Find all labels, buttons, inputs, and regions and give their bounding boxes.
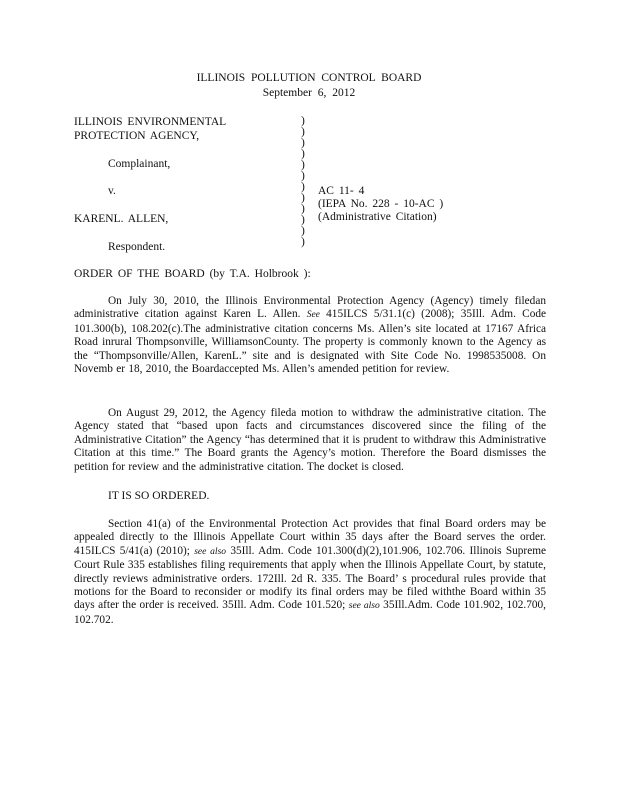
case-type: (Administrative Citation) [318, 211, 437, 223]
paragraph-appeal-rights [74, 518, 546, 627]
caption-divider: ) ) ) ) ) ) ) ) ) ) ) ) [301, 115, 305, 248]
p3-see-also-signal-2: see also [348, 601, 380, 612]
iepa-number: (IEPA No. 228 - 10-AC ) [318, 198, 444, 210]
p3-see-also-signal-1: see also [194, 546, 227, 557]
respondent-role: Respondent. [108, 241, 166, 253]
complainant-role: Complainant, [108, 158, 171, 170]
p3-text-b: 35Ill. Adm. Code 101.300(d)(2),101.906, 102.706. Illinois Supreme Court Rule 335 establishes filing requirements that apply when the Illinois Appellate Court, by statute, directly reviews administrative orders. 172Ill. 2d R. 335. The Board’ s procedural rules provide that motions for the Board to reconsider or modify its final orders may be filed withthe Board within 35 days after the order is received. 35Ill. Adm. Code 101.520; [74, 544, 547, 612]
p1-text-b: 415ILCS 5/31.1(c) (2008); 35Ill. Adm. Code 101.300(b), 108.202(c).The administrative citation concerns Ms. Allen’s site located at 17167 Africa Road inrural Thompsonville, WilliamsonCounty. The property is commonly known to the Agency as the “Thompsonville/Allen, KarenL.” site and is designated with Site Code No. 1998535008. On Novemb er 18, 2010, the Boardaccepted Ms. Allen’s amended petition for review. [74, 308, 547, 376]
p3-text-c: 35Ill.Adm. Code 101.902, 102.700, 102.702. [74, 599, 547, 626]
board-name-heading: ILLINOIS POLLUTION CONTROL BOARD [196, 72, 422, 84]
complainant-name-line2: PROTECTION AGENCY, [74, 130, 200, 142]
p1-see-signal: See [306, 310, 320, 321]
case-number: AC 11- 4 [318, 185, 365, 197]
paragraph-motion-to-withdraw: On August 29, 2012, the Agency fileda motion to withdraw the administrative citation. The Agency stated that “based upon facts and circumstances discovered since the filing of the Administrative Citation” the Agency “has determined that it is prudent to withdraw this Administrative Citation at this time.” The Board grants the Agency’s motion. Therefore the Board dismisses the petition for review and the administrative citation. The docket is closed. [74, 407, 546, 473]
order-heading: ORDER OF THE BOARD (by T.A. Holbrook ): [74, 268, 311, 280]
p3-text-a: Section 41(a) of the Environmental Protection Act provides that final Board orders may be appealed directly to the Illinois Appellate Court within 35 days after the Board serves the order. 415ILCS 5/41(a) (2010); [74, 518, 546, 557]
order-date: September 6, 2012 [262, 87, 356, 99]
paragraph-procedural-history [74, 295, 546, 376]
complainant-name-line1: ILLINOIS ENVIRONMENTAL [74, 116, 227, 128]
versus-label: v. [108, 185, 116, 197]
respondent-name: KARENL. ALLEN, [74, 213, 169, 225]
so-ordered-line: IT IS SO ORDERED. [108, 490, 210, 502]
p1-text-a: On July 30, 2010, the Illinois Environmental Protection Agency (Agency) timely filedan administrative citation against Karen L. Allen. [74, 295, 546, 321]
